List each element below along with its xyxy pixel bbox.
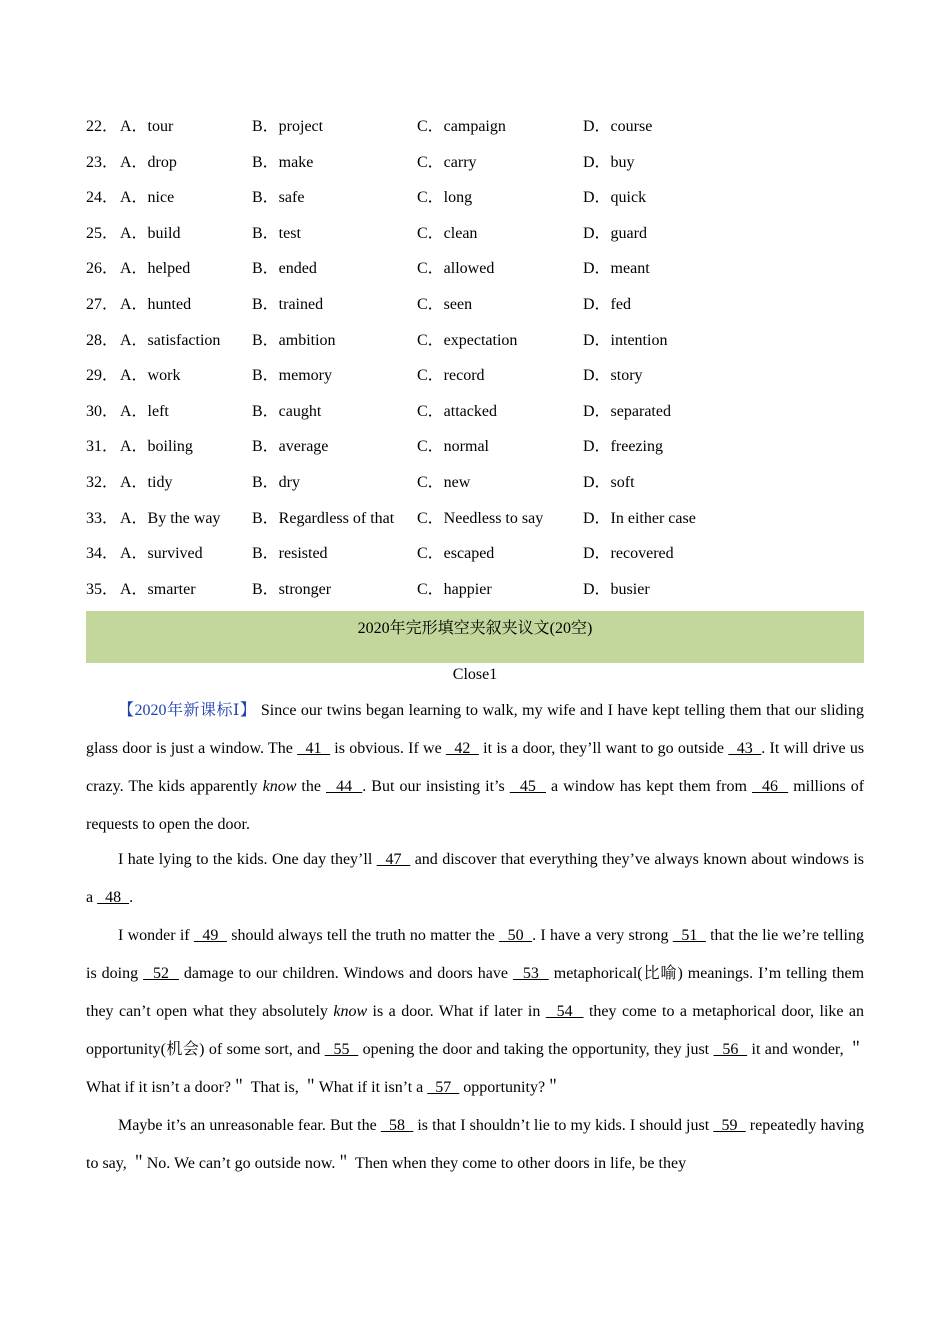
option-b: B．stronger bbox=[252, 580, 332, 598]
option-d: D．quick bbox=[583, 189, 647, 207]
option-b: B．trained bbox=[252, 295, 324, 313]
option-row bbox=[86, 394, 866, 430]
option-a: A．tour bbox=[120, 118, 174, 135]
blank-48: 48 bbox=[97, 889, 130, 906]
blank-43: 43 bbox=[728, 740, 762, 757]
option-b: B．resisted bbox=[252, 545, 328, 563]
text-run: millions of requests to open the door. bbox=[86, 778, 865, 833]
option-d: D．In either case bbox=[583, 509, 696, 527]
option-b: B．ended bbox=[252, 260, 317, 278]
option-c: C．long bbox=[417, 189, 473, 207]
option-c: C．seen bbox=[417, 295, 473, 313]
text-run: should always tell the truth no matter the bbox=[226, 927, 500, 944]
option-b: B．ambition bbox=[252, 331, 336, 349]
option-c: C．record bbox=[417, 367, 485, 385]
option-row bbox=[86, 501, 866, 537]
option-row bbox=[86, 145, 866, 181]
text-run: it is a door, they’ll want to go outside bbox=[478, 740, 729, 757]
option-d: D．soft bbox=[583, 473, 635, 491]
text-run: . I have a very strong bbox=[532, 927, 673, 944]
question-number: 29． bbox=[86, 367, 119, 385]
option-d: D．course bbox=[583, 118, 653, 135]
text-run: I wonder if bbox=[118, 927, 194, 944]
text-run: a window has kept them from bbox=[545, 778, 752, 795]
emphasis: know bbox=[333, 1003, 368, 1020]
blank-59: 59 bbox=[713, 1117, 746, 1134]
paragraph-1 bbox=[86, 692, 864, 844]
blank-58: 58 bbox=[380, 1117, 414, 1134]
option-d: D．separated bbox=[583, 402, 671, 420]
paragraph-3 bbox=[86, 917, 864, 1107]
text-run: Maybe it’s an unreasonable fear. But the bbox=[118, 1117, 381, 1134]
option-b: B．caught bbox=[252, 402, 322, 420]
option-a: A．drop bbox=[120, 153, 177, 171]
option-row bbox=[86, 287, 866, 323]
text-run: that the lie we’re telling is doing bbox=[86, 927, 864, 982]
option-a: A．work bbox=[120, 367, 181, 385]
option-d: D．busier bbox=[583, 580, 650, 598]
text-run: the bbox=[296, 778, 327, 795]
option-c: C．escaped bbox=[417, 545, 495, 563]
option-row bbox=[86, 216, 866, 252]
option-row bbox=[86, 251, 866, 287]
option-row bbox=[86, 358, 866, 394]
option-c: C．Needless to say bbox=[417, 509, 544, 527]
question-number: 22． bbox=[86, 118, 119, 135]
text-run: it and wonder, ＂What if it isn’t a door?＂ That is, ＂What if it isn’t a bbox=[86, 1041, 865, 1096]
option-d: D．fed bbox=[583, 295, 631, 313]
option-row bbox=[86, 323, 866, 359]
emphasis: know bbox=[262, 778, 297, 795]
cloze-passage bbox=[86, 692, 864, 1183]
option-a: A．helped bbox=[120, 260, 191, 278]
option-d: D．intention bbox=[583, 331, 668, 349]
question-number: 25． bbox=[86, 224, 119, 242]
option-c: C．allowed bbox=[417, 260, 495, 278]
source-tag: 【2020年新课标Ⅰ】 bbox=[118, 702, 257, 719]
blank-52: 52 bbox=[143, 965, 179, 982]
option-b: B．make bbox=[252, 153, 314, 171]
section-title: 2020年完形填空夹叙夹议文(20空) bbox=[357, 620, 593, 637]
option-c: C．expectation bbox=[417, 331, 518, 349]
text-run: I hate lying to the kids. One day they’ll bbox=[118, 851, 377, 868]
question-number: 28． bbox=[86, 331, 119, 349]
question-number: 23． bbox=[86, 153, 119, 171]
option-row bbox=[86, 572, 866, 608]
option-b: B．average bbox=[252, 438, 329, 456]
option-row bbox=[86, 465, 866, 501]
option-a: A．smarter bbox=[120, 580, 196, 598]
question-number: 26． bbox=[86, 260, 119, 278]
blank-47: 47 bbox=[376, 851, 411, 868]
option-a: A．satisfaction bbox=[120, 331, 221, 349]
text-run: and discover that everything they’ve always known about windows is a bbox=[86, 851, 864, 906]
text-run: opportunity?＂ bbox=[459, 1079, 562, 1096]
option-d: D．guard bbox=[583, 224, 647, 242]
blank-44: 44 bbox=[326, 778, 363, 795]
option-c: C．attacked bbox=[417, 402, 497, 420]
question-number: 24． bbox=[86, 189, 119, 207]
text-run: metaphorical(比喻) meanings. I’m telling them they can’t open what they absolutely bbox=[86, 965, 865, 1020]
question-number: 33． bbox=[86, 509, 119, 527]
paragraph-2 bbox=[86, 841, 864, 917]
option-row bbox=[86, 109, 866, 145]
blank-50: 50 bbox=[499, 927, 533, 944]
option-a: A．survived bbox=[120, 545, 203, 563]
text-run: . But our insisting it’s bbox=[362, 778, 510, 795]
option-b: B．dry bbox=[252, 473, 301, 491]
option-c: C．normal bbox=[417, 438, 489, 456]
blank-45: 45 bbox=[509, 778, 546, 795]
question-number: 30． bbox=[86, 402, 119, 420]
option-b: B．memory bbox=[252, 367, 332, 385]
text-run: is a door. What if later in bbox=[367, 1003, 546, 1020]
option-d: D．buy bbox=[583, 153, 635, 171]
option-c: C．carry bbox=[417, 153, 477, 171]
option-c: C．happier bbox=[417, 580, 492, 598]
option-c: C．new bbox=[417, 473, 471, 491]
option-a: A．hunted bbox=[120, 295, 192, 313]
text-run: repeatedly having to say, ＂No. We can’t go outside now.＂ Then when they come to other doors in life, be they bbox=[86, 1117, 865, 1172]
option-a: A．left bbox=[120, 402, 169, 420]
blank-46: 46 bbox=[751, 778, 789, 795]
option-a: A．By the way bbox=[120, 509, 221, 527]
question-number: 27． bbox=[86, 295, 119, 313]
text-run: they come to a metaphorical door, like an opportunity(机会) of some sort, and bbox=[86, 1003, 865, 1058]
text-run: opening the door and taking the opportunity, they just bbox=[358, 1041, 714, 1058]
option-b: B．project bbox=[252, 118, 324, 135]
blank-56: 56 bbox=[713, 1041, 748, 1058]
blank-55: 55 bbox=[324, 1041, 359, 1058]
text-run: Since our twins began learning to walk, my wife and I have kept telling them that our sliding glass door is just a window. The bbox=[86, 702, 865, 757]
blank-54: 54 bbox=[545, 1003, 584, 1020]
option-d: D．story bbox=[583, 367, 643, 385]
question-number: 35． bbox=[86, 580, 119, 598]
option-b: B．safe bbox=[252, 189, 305, 207]
option-d: D．freezing bbox=[583, 438, 663, 456]
option-c: C．clean bbox=[417, 224, 478, 242]
question-number: 34． bbox=[86, 545, 119, 563]
blank-42: 42 bbox=[445, 740, 479, 757]
blank-51: 51 bbox=[672, 927, 706, 944]
text-run: is obvious. If we bbox=[330, 740, 446, 757]
paragraph-4 bbox=[86, 1107, 864, 1183]
option-row bbox=[86, 536, 866, 572]
question-number: 31． bbox=[86, 438, 119, 456]
option-d: D．meant bbox=[583, 260, 650, 278]
option-a: A．nice bbox=[120, 189, 175, 207]
text-run: . bbox=[129, 889, 134, 906]
option-a: A．boiling bbox=[120, 438, 193, 456]
blank-49: 49 bbox=[193, 927, 227, 944]
option-a: A．tidy bbox=[120, 473, 173, 491]
option-c: C．campaign bbox=[417, 118, 506, 135]
option-row bbox=[86, 429, 866, 465]
text-run: . It will drive us crazy. The kids apparently bbox=[86, 740, 865, 795]
text-run: is that I shouldn’t lie to my kids. I should just bbox=[413, 1117, 714, 1134]
options-table bbox=[86, 109, 866, 607]
option-row bbox=[86, 180, 866, 216]
option-a: A．build bbox=[120, 224, 181, 242]
option-d: D．recovered bbox=[583, 545, 674, 563]
option-b: B．Regardless of that bbox=[252, 509, 395, 527]
passage-title: Close1 bbox=[452, 666, 498, 683]
blank-57: 57 bbox=[427, 1079, 460, 1096]
text-run: damage to our children. Windows and doors have bbox=[178, 965, 513, 982]
option-b: B．test bbox=[252, 224, 301, 242]
blank-53: 53 bbox=[512, 965, 549, 982]
section-banner bbox=[86, 611, 864, 663]
blank-41: 41 bbox=[297, 740, 331, 757]
question-number: 32． bbox=[86, 473, 119, 491]
